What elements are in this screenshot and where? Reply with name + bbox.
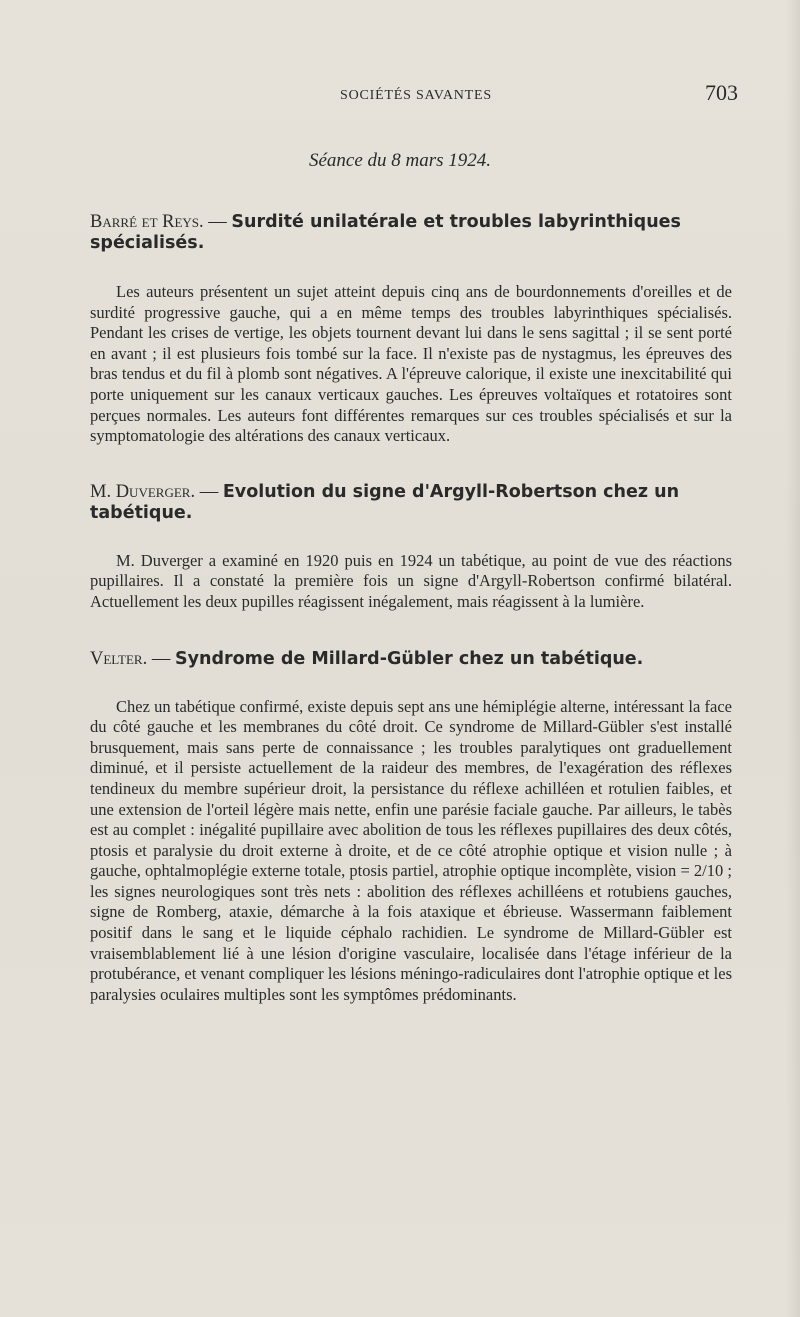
entry-heading: Velter. — Syndrome de Millard-Gübler chez un tabétique. — [90, 648, 644, 669]
entry-barre-reys — [90, 212, 732, 447]
page-number: 703 — [705, 80, 738, 105]
running-head: SOCIÉTÉS SAVANTES — [340, 88, 492, 103]
entry-duverger — [90, 482, 732, 613]
page-header — [90, 80, 738, 112]
entry-body: Les auteurs présentent un sujet atteint depuis cinq ans de bourdonnements d'oreilles et de surdité progressive gauche, qui a en même temps des troubles labyrinthiques spécialisés. Pendant les crises de vertige, les objets tournent devant lui dans le sens sagittal ; il se sent porté en avant ; il est plusieurs fois tombé sur la face. Il n'existe pas de nystagmus, les épreuves des bras tendus et du fil à plomb sont négatives. A l'épreuve calorique, il existe une inexcitabilité qui porte uniquement sur les canaux verticaux gauches. Les épreuves voltaïques et rotatoires sont perçues normales. Les auteurs font différentes remarques sur ces troubles spécialisés et sur la symptomatologie des altérations des canaux verticaux. — [90, 282, 732, 446]
entry-body: Chez un tabétique confirmé, existe depuis sept ans une hémiplégie alterne, intéressant la face du côté gauche et les membranes du côté droit. Ce syndrome de Millard-Gübler s'est installé brusquement, mais sans perte de connaissance ; les troubles paralytiques ont graduellement diminué, et il persiste actuellement de la raideur des membres, de l'exagération des réflexes tendineux du membre supérieur droit, la persistance du réflexe achilléen et rotulien faibles, et une extension de l'orteil légère mais nette, enfin une parésie faciale gauche. Par ailleurs, le tabès est au complet : inégalité pupillaire avec abolition de tous les réflexes pupillaires des deux côtés, ptosis et paralysie du droit externe à droite, et de ce côté atrophie optique et vision nulle ; à gauche, ophtalmoplégie externe totale, ptosis partiel, atrophie optique incomplète, vision = 2/10 ; les signes neurologiques sont très nets : abolition des réflexes achilléens et rotubiens gauches, signe de Romberg, ataxie, démarche à la fois ataxique et ébrieuse. Wassermann faiblement positif dans le sang et le liquide céphalo rachidien. Le syndrome de Millard-Gübler est vraisemblablement lié à une lésion d'origine vasculaire, localisée dans l'étage inférieur de la protubérance, et venant compliquer les lésions méningo-radiculaires dont l'atrophie optique et les paralysies oculaires multiples sont les symptômes prédominants. — [90, 696, 732, 1004]
entry-title: Evolution du signe d'Argyll-Robertson chez un tabétique. — [90, 481, 680, 523]
entry-authors: Barré et Reys. — [90, 212, 204, 232]
entry-title: Surdité unilatérale et troubles labyrinthiques spécialisés. — [90, 212, 681, 253]
entry-velter — [90, 649, 732, 1006]
entry-authors: Velter. — [90, 648, 148, 669]
main-content — [90, 212, 732, 1005]
entry-heading: M. Duverger. — Evolution du signe d'Argyll-Robertson chez un tabétique. — [90, 481, 680, 523]
entry-title: Syndrome de Millard-Gübler chez un tabétique. — [174, 648, 644, 669]
session-heading: Séance du 8 mars 1924. — [308, 150, 492, 171]
entry-heading: Barré et Reys. — Surdité unilatérale et troubles labyrinthiques spécialisés. — [90, 212, 681, 253]
entry-authors: M. Duverger. — [90, 481, 196, 502]
entry-body: M. Duverger a examiné en 1920 puis en 1924 un tabétique, au point de vue des réactions pupillaires. Il a constaté la première fois un signe d'Argyll-Robertson confirmé bilatéral. Actuellement les deux pupilles réagissent inégalement, mais réagissent à la lumière. — [90, 550, 732, 611]
